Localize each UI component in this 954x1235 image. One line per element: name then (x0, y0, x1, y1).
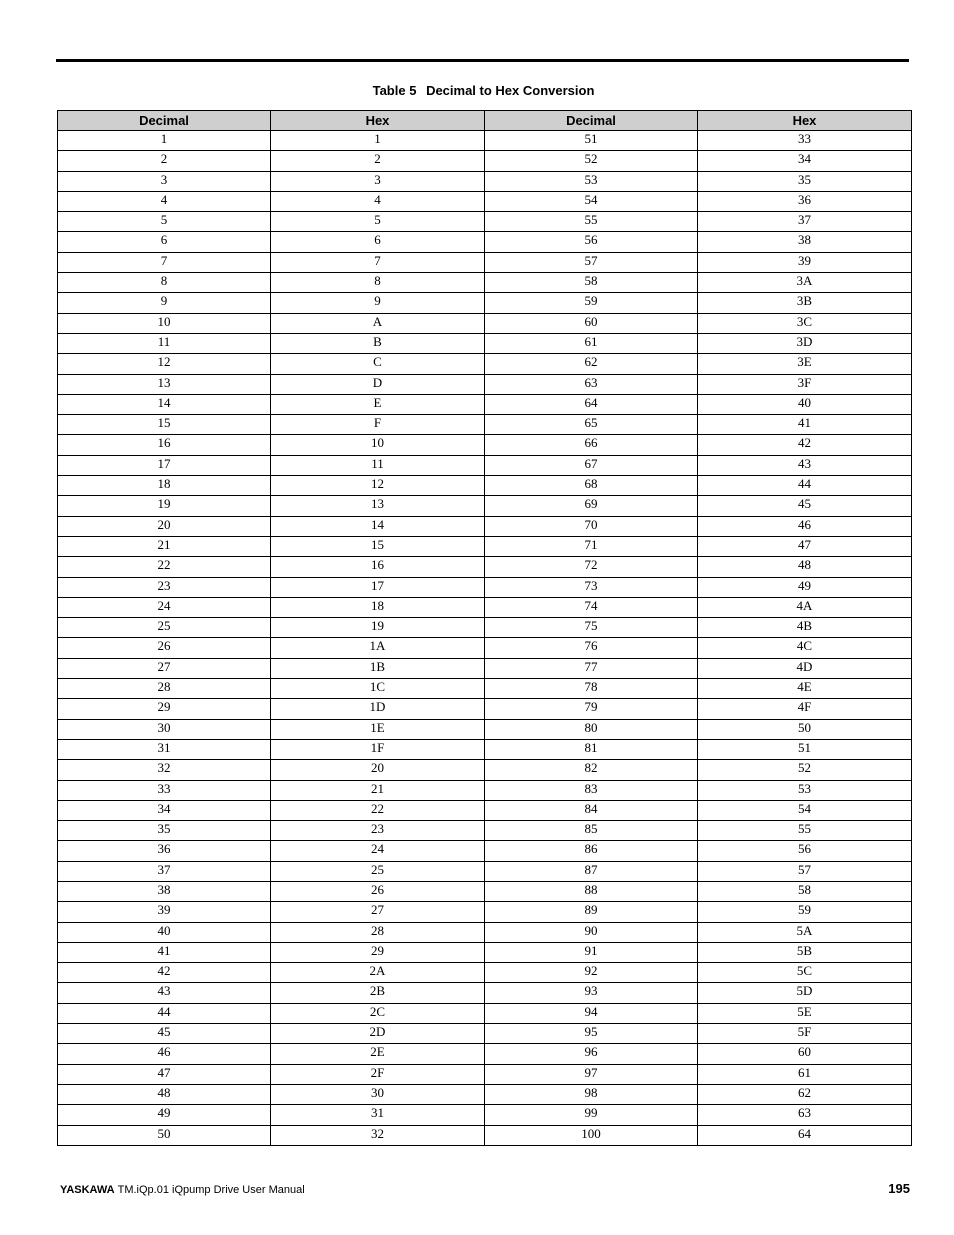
cell-hex: 60 (698, 1044, 912, 1064)
cell-hex: 39 (698, 252, 912, 272)
cell-decimal: 50 (58, 1125, 271, 1145)
table-row (58, 1064, 912, 1084)
cell-decimal: 7 (58, 252, 271, 272)
footer-document-info (60, 1183, 305, 1197)
cell-decimal: 44 (58, 1003, 271, 1023)
cell-hex: 24 (271, 841, 485, 861)
cell-hex: 19 (271, 618, 485, 638)
cell-decimal: 91 (485, 942, 698, 962)
cell-decimal: 2 (58, 151, 271, 171)
cell-hex: 22 (271, 800, 485, 820)
table-body (58, 131, 912, 1146)
table-row (58, 232, 912, 252)
cell-decimal: 10 (58, 313, 271, 333)
cell-hex: 4D (698, 658, 912, 678)
cell-hex: 23 (271, 821, 485, 841)
cell-hex: 5D (698, 983, 912, 1003)
cell-hex: 45 (698, 496, 912, 516)
cell-hex: 55 (698, 821, 912, 841)
cell-decimal: 62 (485, 354, 698, 374)
cell-hex: 58 (698, 881, 912, 901)
footer-document-title: TM.iQp.01 iQpump Drive User Manual (117, 1184, 305, 1196)
cell-hex: 6 (271, 232, 485, 252)
cell-hex: 30 (271, 1084, 485, 1104)
table-row (58, 1084, 912, 1104)
table-row (58, 496, 912, 516)
cell-decimal: 35 (58, 821, 271, 841)
page-number: 195 (888, 1181, 910, 1196)
cell-decimal: 27 (58, 658, 271, 678)
cell-hex: 5B (698, 942, 912, 962)
cell-decimal: 93 (485, 983, 698, 1003)
cell-decimal: 96 (485, 1044, 698, 1064)
table-row (58, 151, 912, 171)
table-row (58, 212, 912, 232)
cell-decimal: 21 (58, 536, 271, 556)
cell-hex: 1 (271, 131, 485, 151)
cell-decimal: 81 (485, 739, 698, 759)
cell-decimal: 82 (485, 760, 698, 780)
table-caption (56, 83, 911, 99)
cell-hex: 1E (271, 719, 485, 739)
cell-decimal: 58 (485, 273, 698, 293)
table-row (58, 719, 912, 739)
cell-hex: 12 (271, 476, 485, 496)
cell-decimal: 92 (485, 963, 698, 983)
cell-decimal: 90 (485, 922, 698, 942)
cell-hex: 42 (698, 435, 912, 455)
cell-hex: 10 (271, 435, 485, 455)
cell-decimal: 38 (58, 881, 271, 901)
table-row (58, 618, 912, 638)
cell-hex: 11 (271, 455, 485, 475)
cell-decimal: 70 (485, 516, 698, 536)
cell-decimal: 57 (485, 252, 698, 272)
cell-hex: 34 (698, 151, 912, 171)
table-row (58, 1125, 912, 1145)
table-row (58, 841, 912, 861)
cell-hex: 3C (698, 313, 912, 333)
cell-hex: 27 (271, 902, 485, 922)
table-row (58, 1044, 912, 1064)
table-row (58, 638, 912, 658)
cell-hex: 35 (698, 171, 912, 191)
cell-hex: 2E (271, 1044, 485, 1064)
cell-decimal: 29 (58, 699, 271, 719)
cell-hex: 64 (698, 1125, 912, 1145)
cell-decimal: 71 (485, 536, 698, 556)
column-header-hex: Hex (271, 111, 485, 131)
header-rule (56, 59, 909, 62)
cell-decimal: 95 (485, 1024, 698, 1044)
cell-decimal: 56 (485, 232, 698, 252)
cell-decimal: 77 (485, 658, 698, 678)
table-row (58, 557, 912, 577)
cell-hex: 1F (271, 739, 485, 759)
cell-decimal: 86 (485, 841, 698, 861)
cell-decimal: 89 (485, 902, 698, 922)
table-row (58, 739, 912, 759)
cell-decimal: 11 (58, 333, 271, 353)
column-header-hex: Hex (698, 111, 912, 131)
cell-hex: 57 (698, 861, 912, 881)
cell-hex: 2A (271, 963, 485, 983)
cell-decimal: 12 (58, 354, 271, 374)
cell-hex: 2 (271, 151, 485, 171)
cell-hex: 38 (698, 232, 912, 252)
column-header-decimal: Decimal (58, 111, 271, 131)
cell-decimal: 79 (485, 699, 698, 719)
cell-decimal: 18 (58, 476, 271, 496)
cell-decimal: 3 (58, 171, 271, 191)
cell-hex: 5E (698, 1003, 912, 1023)
cell-hex: 37 (698, 212, 912, 232)
cell-hex: 1D (271, 699, 485, 719)
cell-hex: A (271, 313, 485, 333)
cell-decimal: 49 (58, 1105, 271, 1125)
table-row (58, 435, 912, 455)
cell-decimal: 48 (58, 1084, 271, 1104)
cell-decimal: 33 (58, 780, 271, 800)
cell-hex: 56 (698, 841, 912, 861)
cell-decimal: 75 (485, 618, 698, 638)
cell-hex: 44 (698, 476, 912, 496)
cell-decimal: 13 (58, 374, 271, 394)
cell-decimal: 39 (58, 902, 271, 922)
table-row (58, 252, 912, 272)
cell-hex: 53 (698, 780, 912, 800)
table-row (58, 333, 912, 353)
cell-decimal: 54 (485, 191, 698, 211)
cell-hex: 3A (698, 273, 912, 293)
table-row (58, 1003, 912, 1023)
column-header-decimal: Decimal (485, 111, 698, 131)
cell-decimal: 37 (58, 861, 271, 881)
cell-hex: 17 (271, 577, 485, 597)
cell-hex: 54 (698, 800, 912, 820)
cell-decimal: 61 (485, 333, 698, 353)
cell-hex: 3F (698, 374, 912, 394)
table-row (58, 983, 912, 1003)
cell-decimal: 53 (485, 171, 698, 191)
cell-decimal: 20 (58, 516, 271, 536)
table-row (58, 800, 912, 820)
cell-decimal: 52 (485, 151, 698, 171)
table-row (58, 942, 912, 962)
cell-hex: 1C (271, 679, 485, 699)
cell-decimal: 64 (485, 394, 698, 414)
table-row (58, 516, 912, 536)
cell-decimal: 6 (58, 232, 271, 252)
cell-hex: 3D (698, 333, 912, 353)
cell-hex: 26 (271, 881, 485, 901)
cell-hex: 4C (698, 638, 912, 658)
cell-decimal: 72 (485, 557, 698, 577)
cell-decimal: 88 (485, 881, 698, 901)
cell-hex: 5A (698, 922, 912, 942)
cell-decimal: 43 (58, 983, 271, 1003)
cell-decimal: 28 (58, 679, 271, 699)
cell-decimal: 24 (58, 597, 271, 617)
cell-hex: 49 (698, 577, 912, 597)
cell-decimal: 98 (485, 1084, 698, 1104)
cell-decimal: 47 (58, 1064, 271, 1084)
cell-hex: 3B (698, 293, 912, 313)
cell-hex: C (271, 354, 485, 374)
table-row (58, 658, 912, 678)
cell-hex: 16 (271, 557, 485, 577)
cell-decimal: 8 (58, 273, 271, 293)
cell-hex: 15 (271, 536, 485, 556)
cell-decimal: 99 (485, 1105, 698, 1125)
cell-decimal: 59 (485, 293, 698, 313)
table-title: Decimal to Hex Conversion (426, 83, 595, 98)
cell-hex: 36 (698, 191, 912, 211)
cell-decimal: 4 (58, 191, 271, 211)
cell-hex: 41 (698, 415, 912, 435)
cell-decimal: 14 (58, 394, 271, 414)
cell-hex: 21 (271, 780, 485, 800)
cell-hex: 1B (271, 658, 485, 678)
cell-hex: 28 (271, 922, 485, 942)
cell-decimal: 40 (58, 922, 271, 942)
table-row (58, 922, 912, 942)
cell-hex: 46 (698, 516, 912, 536)
table-row (58, 1105, 912, 1125)
cell-hex: 8 (271, 273, 485, 293)
cell-decimal: 34 (58, 800, 271, 820)
table-row (58, 536, 912, 556)
cell-hex: 4 (271, 191, 485, 211)
table-row (58, 760, 912, 780)
cell-decimal: 100 (485, 1125, 698, 1145)
cell-decimal: 84 (485, 800, 698, 820)
cell-hex: 31 (271, 1105, 485, 1125)
cell-hex: 52 (698, 760, 912, 780)
table-row (58, 374, 912, 394)
cell-hex: 63 (698, 1105, 912, 1125)
cell-hex: 2B (271, 983, 485, 1003)
table-row (58, 679, 912, 699)
cell-hex: 33 (698, 131, 912, 151)
cell-hex: 4A (698, 597, 912, 617)
cell-hex: 4F (698, 699, 912, 719)
table-row (58, 963, 912, 983)
cell-hex: 4E (698, 679, 912, 699)
cell-hex: 14 (271, 516, 485, 536)
footer-brand: YASKAWA (60, 1184, 115, 1196)
table-row (58, 577, 912, 597)
table-header-row (58, 111, 912, 131)
cell-decimal: 31 (58, 739, 271, 759)
cell-hex: 32 (271, 1125, 485, 1145)
cell-decimal: 66 (485, 435, 698, 455)
cell-hex: 50 (698, 719, 912, 739)
cell-hex: 51 (698, 739, 912, 759)
cell-decimal: 36 (58, 841, 271, 861)
cell-decimal: 16 (58, 435, 271, 455)
cell-decimal: 73 (485, 577, 698, 597)
cell-hex: 1A (271, 638, 485, 658)
table-row (58, 780, 912, 800)
cell-decimal: 23 (58, 577, 271, 597)
cell-hex: 48 (698, 557, 912, 577)
cell-hex: 20 (271, 760, 485, 780)
cell-decimal: 94 (485, 1003, 698, 1023)
table-row (58, 455, 912, 475)
cell-decimal: 51 (485, 131, 698, 151)
cell-decimal: 19 (58, 496, 271, 516)
cell-decimal: 45 (58, 1024, 271, 1044)
cell-hex: 18 (271, 597, 485, 617)
cell-decimal: 83 (485, 780, 698, 800)
table-row (58, 171, 912, 191)
table-row (58, 354, 912, 374)
cell-decimal: 65 (485, 415, 698, 435)
cell-decimal: 32 (58, 760, 271, 780)
table-row (58, 415, 912, 435)
cell-decimal: 78 (485, 679, 698, 699)
cell-decimal: 68 (485, 476, 698, 496)
cell-decimal: 80 (485, 719, 698, 739)
cell-decimal: 1 (58, 131, 271, 151)
cell-hex: E (271, 394, 485, 414)
cell-hex: 2C (271, 1003, 485, 1023)
cell-decimal: 17 (58, 455, 271, 475)
cell-decimal: 87 (485, 861, 698, 881)
table-row (58, 699, 912, 719)
table-row (58, 597, 912, 617)
cell-hex: 5 (271, 212, 485, 232)
cell-decimal: 46 (58, 1044, 271, 1064)
cell-decimal: 42 (58, 963, 271, 983)
cell-hex: 5F (698, 1024, 912, 1044)
cell-decimal: 74 (485, 597, 698, 617)
cell-decimal: 25 (58, 618, 271, 638)
cell-decimal: 5 (58, 212, 271, 232)
table-row (58, 273, 912, 293)
cell-decimal: 60 (485, 313, 698, 333)
cell-hex: 40 (698, 394, 912, 414)
cell-decimal: 67 (485, 455, 698, 475)
cell-hex: 2F (271, 1064, 485, 1084)
cell-hex: B (271, 333, 485, 353)
cell-decimal: 30 (58, 719, 271, 739)
cell-decimal: 41 (58, 942, 271, 962)
cell-hex: 29 (271, 942, 485, 962)
cell-hex: 5C (698, 963, 912, 983)
cell-hex: F (271, 415, 485, 435)
cell-hex: 3 (271, 171, 485, 191)
cell-decimal: 55 (485, 212, 698, 232)
cell-decimal: 15 (58, 415, 271, 435)
cell-decimal: 9 (58, 293, 271, 313)
cell-hex: 43 (698, 455, 912, 475)
cell-hex: 47 (698, 536, 912, 556)
cell-hex: 3E (698, 354, 912, 374)
table-row (58, 821, 912, 841)
cell-hex: 13 (271, 496, 485, 516)
cell-decimal: 76 (485, 638, 698, 658)
cell-hex: 7 (271, 252, 485, 272)
table-row (58, 1024, 912, 1044)
cell-hex: D (271, 374, 485, 394)
table-row (58, 313, 912, 333)
cell-hex: 25 (271, 861, 485, 881)
table-row (58, 902, 912, 922)
cell-decimal: 69 (485, 496, 698, 516)
cell-decimal: 22 (58, 557, 271, 577)
table-row (58, 394, 912, 414)
table-number: Table 5 (372, 83, 417, 98)
cell-hex: 2D (271, 1024, 485, 1044)
table-row (58, 476, 912, 496)
table-row (58, 293, 912, 313)
table-row (58, 191, 912, 211)
cell-decimal: 85 (485, 821, 698, 841)
table-row (58, 131, 912, 151)
cell-hex: 62 (698, 1084, 912, 1104)
table-row (58, 861, 912, 881)
cell-decimal: 63 (485, 374, 698, 394)
cell-hex: 9 (271, 293, 485, 313)
cell-hex: 4B (698, 618, 912, 638)
cell-hex: 61 (698, 1064, 912, 1084)
cell-decimal: 97 (485, 1064, 698, 1084)
cell-hex: 59 (698, 902, 912, 922)
cell-decimal: 26 (58, 638, 271, 658)
table-row (58, 881, 912, 901)
conversion-table (57, 110, 912, 1146)
